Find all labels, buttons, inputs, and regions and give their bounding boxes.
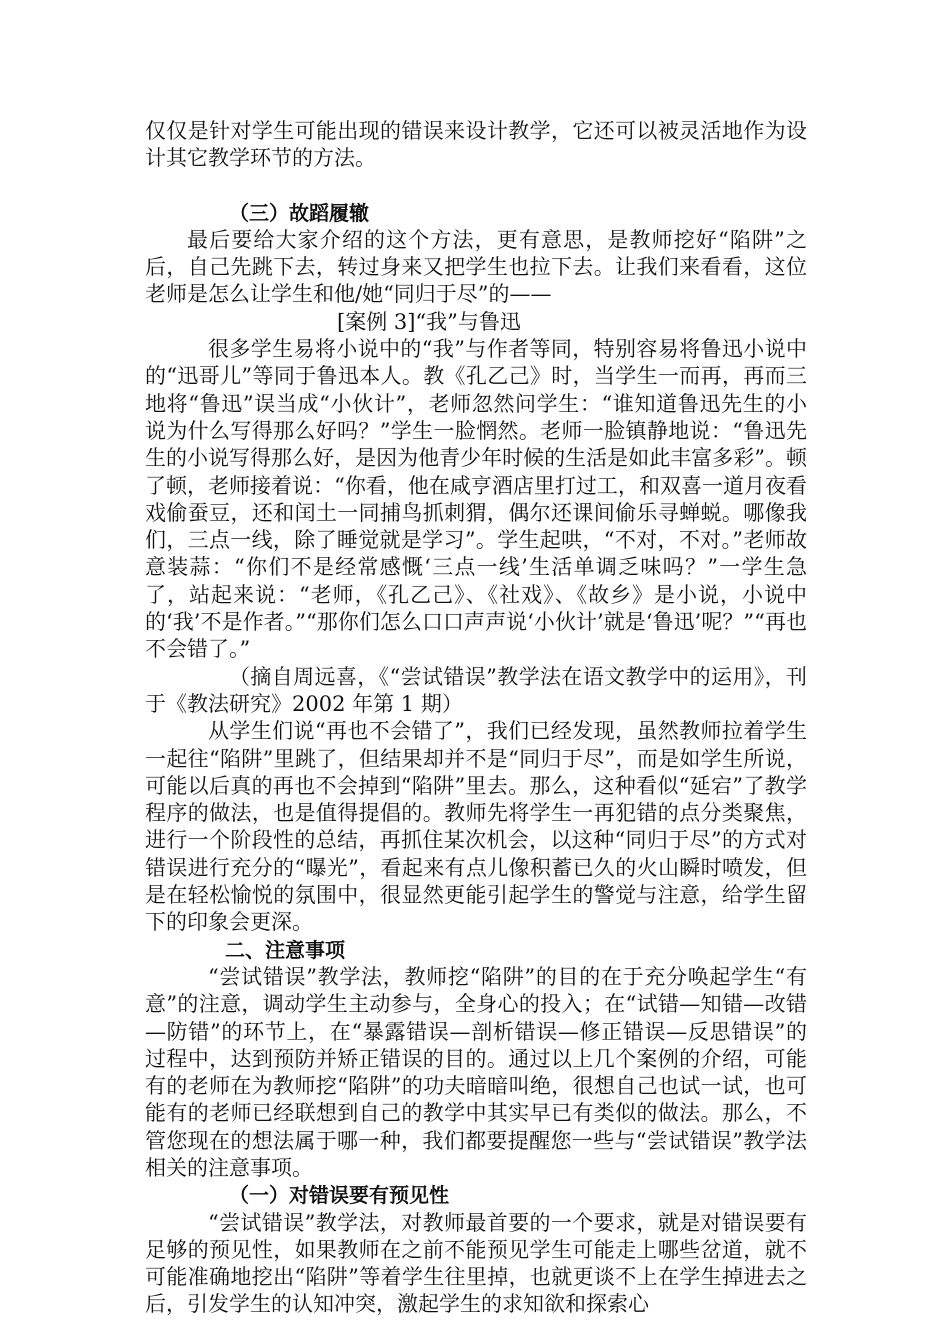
section-heading-3: （三）故蹈履辙 [229,200,369,225]
paragraph-notes: “尝试错误”教学法，教师挖“陷阱”的目的在于充分唤起学生“有意”的注意，调动学生主动参与，全身心的投入；在“试错—知错—改错—防错”的环节上，在“暴露错误—剖析错误—修正错误—反思错误”的过程中，达到预防并矫正错误的目的。通过以上几个案例的介绍，可能有的老师在为教师挖“陷阱”的功夫暗暗叫绝，很想自己也试一试，也可能有的老师已经联想到自己的教学中其实早已有类似的做法。那么，不管您现在的想法属于哪一种，我们都要提醒您一些与“尝试错误”教学法相关的注意事项。 [145,964,807,1180]
subsection-heading-1: （一）对错误要有预见性 [229,1183,449,1208]
paragraph-analysis: 从学生们说“再也不会错了”，我们已经发现，虽然教师拉着学生一起往“陷阱”里跳了，但结果却并不是“同归于尽”，而是如学生所说，可能以后真的再也不会掉到“陷阱”里去。那么，这种看似“延宕”了教学程序的做法，也是值得提倡的。教师先将学生一再犯错的点分类聚焦，进行一个阶段性的总结，再抓住某次机会，以这种“同归于尽”的方式对错误进行充分的“曝光”，看起来有点儿像积蓄已久的火山瞬时喷发，但是在轻松愉悦的氛围中，很显然更能引起学生的警觉与注意，给学生留下的印象会更深。 [145,719,807,935]
case-source: （摘自周远喜，《“尝试错误”教学法在语文教学中的运用》，刊于《教法研究》2002 年第 1 期） [145,664,807,716]
section-heading-notes: 二、注意事项 [225,937,345,962]
paragraph-intro: 仅仅是针对学生可能出现的错误来设计教学，它还可以被灵活地作为设计其它教学环节的方法。 [145,119,807,171]
paragraph-foresight: “尝试错误”教学法，对教师最首要的一个要求，就是对错误要有足够的预见性，如果教师在之前不能预见学生可能走上哪些岔道，就不可能准确地挖出“陷阱”等着学生往里掉，也就更谈不上在学生掉进去之后，引发学生的认知冲突，激起学生的求知欲和探索心 [145,1210,807,1317]
paragraph-method-intro: 最后要给大家介绍的这个方法，更有意思，是教师挖好“陷阱”之后，自己先跳下去，转过身来又把学生也拉下去。让我们来看看，这位老师是怎么让学生和他/她“同归于尽”的—— [145,227,807,307]
case-title: [案例 3]“我”与鲁迅 [337,309,521,334]
case-body: 很多学生易将小说中的“我”与作者等同，特别容易将鲁迅小说中的“迅哥儿”等同于鲁迅本人。教《孔乙己》时，当学生一而再，再而三地将“鲁迅”误当成“小伙计”，老师忽然问学生：“谁知道鲁迅先生的小说为什么写得那么好吗？”学生一脸惘然。老师一脸镇静地说：“鲁迅先生的小说写得那么好，是因为他青少年时候的生活是如此丰富多彩”。顿了顿，老师接着说：“你看，他在咸亨酒店里打过工，和双喜一道月夜看戏偷蚕豆，还和闰土一同捕鸟抓刺猬，偶尔还课间偷乐寻蝉蜕。哪像我们，三点一线，除了睡觉就是学习”。学生起哄，“不对，不对。”老师故意装蒜：“你们不是经常感慨‘三点一线’生活单调乏味吗？”一学生急了，站起来说：“老师，《孔乙己》、《社戏》、《故乡》是小说，小说中的‘我’不是作者。”“那你们怎么口口声声说‘小伙计’就是‘鲁迅’呢？”“再也不会错了。” [145,337,807,662]
paragraph-gap [145,173,807,200]
document-page [145,118,807,1319]
